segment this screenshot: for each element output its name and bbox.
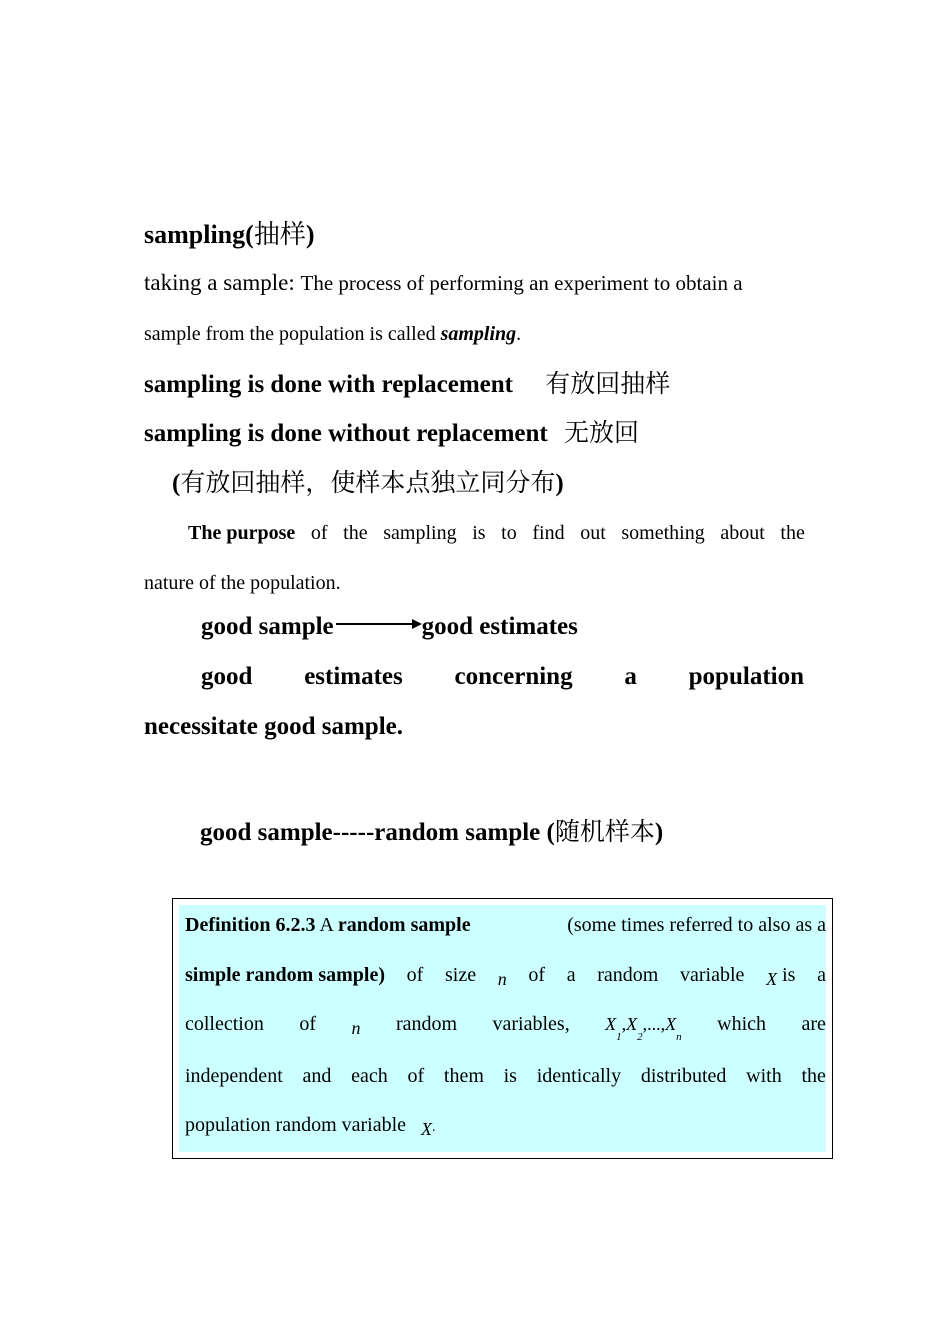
definition-word: variable bbox=[680, 964, 745, 986]
definition-word: with bbox=[746, 1065, 782, 1087]
purpose-word: of bbox=[310, 522, 328, 544]
definition-l1a: A bbox=[315, 914, 338, 936]
heading-cjk: 抽样 bbox=[253, 220, 306, 249]
definition-l5-text: population random variable bbox=[185, 1114, 407, 1136]
definition-word: identically bbox=[536, 1065, 622, 1087]
definition-word: are bbox=[801, 1013, 826, 1035]
definition-word: is bbox=[782, 964, 796, 986]
heading-text: sampling( bbox=[144, 220, 254, 249]
definition-word: the bbox=[801, 1065, 826, 1087]
purpose-word: about bbox=[720, 522, 765, 544]
estimates-word: estimates bbox=[304, 663, 403, 690]
definition-l1c: (some times referred to also as a bbox=[562, 914, 826, 936]
purpose-word: is bbox=[472, 522, 486, 544]
without-replacement-cjk: 无放回 bbox=[563, 420, 639, 447]
seq-xn: X bbox=[665, 1014, 677, 1034]
seq-dots: ,..., bbox=[642, 1014, 666, 1034]
definition-word: of bbox=[299, 1013, 316, 1035]
heading-close: ) bbox=[305, 220, 315, 249]
estimates-word: good bbox=[201, 663, 253, 690]
arrow-line bbox=[201, 613, 578, 641]
note-open: ( bbox=[172, 470, 181, 497]
definition-word: a bbox=[566, 964, 576, 986]
purpose-word: something bbox=[621, 522, 705, 544]
random-close: ) bbox=[654, 819, 664, 846]
taking-line-1 bbox=[144, 270, 743, 296]
definition-word: and bbox=[302, 1065, 332, 1087]
taking-rest: The process of performing an experiment to obtain a bbox=[300, 271, 743, 295]
with-replacement-line bbox=[144, 364, 670, 400]
definition-word: each bbox=[351, 1065, 388, 1087]
definition-l5-end: . bbox=[432, 1120, 436, 1135]
definition-word: distributed bbox=[640, 1065, 727, 1087]
seq-sub1: 1 bbox=[616, 1031, 622, 1043]
random-cjk: 随机样本 bbox=[554, 819, 655, 846]
sample-sequence bbox=[605, 1014, 682, 1043]
section-heading bbox=[144, 214, 315, 251]
variable-x: X bbox=[766, 969, 778, 989]
with-replacement-en: sampling is done with replacement bbox=[144, 371, 513, 398]
right-arrow-icon bbox=[336, 623, 420, 625]
with-replacement-cjk: 有放回抽样 bbox=[545, 371, 671, 398]
replacement-note bbox=[172, 463, 564, 499]
seq-x2: X bbox=[626, 1014, 638, 1034]
definition-word: them bbox=[443, 1065, 484, 1087]
definition-line-5 bbox=[185, 1114, 826, 1137]
definition-line-3 bbox=[185, 1013, 826, 1043]
seq-sep: , bbox=[621, 1014, 627, 1034]
taking-line-2 bbox=[144, 323, 521, 346]
estimates-line-2: necessitate good sample. bbox=[144, 713, 403, 740]
without-replacement-line bbox=[144, 413, 639, 449]
taking-line2-post: . bbox=[516, 323, 522, 345]
estimates-line-1 bbox=[201, 663, 804, 691]
variable-n: n bbox=[351, 1018, 361, 1038]
definition-word: variables, bbox=[492, 1013, 570, 1035]
note-close: ) bbox=[555, 470, 564, 497]
random-en: good sample-----random sample ( bbox=[200, 819, 555, 846]
variable-n: n bbox=[497, 969, 507, 989]
taking-line2-em: sampling bbox=[440, 323, 517, 345]
purpose-word: to bbox=[501, 522, 517, 544]
seq-x1: X bbox=[605, 1014, 617, 1034]
definition-word: size bbox=[444, 964, 477, 986]
random-sample-line bbox=[200, 812, 663, 848]
definition-line-1 bbox=[185, 914, 826, 937]
definition-word: which bbox=[717, 1013, 767, 1035]
definition-l2-bold: simple random sample) bbox=[185, 964, 385, 986]
seq-sub2: 2 bbox=[637, 1031, 643, 1043]
definition-word: is bbox=[503, 1065, 517, 1087]
purpose-word: sampling bbox=[383, 522, 457, 544]
without-replacement-en: sampling is done without replacement bbox=[144, 420, 548, 447]
variable-x: X bbox=[421, 1119, 433, 1139]
estimates-word: population bbox=[688, 663, 804, 690]
estimates-word: concerning bbox=[454, 663, 573, 690]
definition-word: of bbox=[406, 964, 424, 986]
definition-word: of bbox=[528, 964, 546, 986]
note-cjk: 有放回抽样，使样本点独立同分布 bbox=[180, 470, 556, 497]
definition-word: random bbox=[395, 1013, 458, 1035]
definition-line-4 bbox=[185, 1065, 826, 1088]
purpose-word: the bbox=[780, 522, 805, 544]
purpose-line-2: nature of the population. bbox=[144, 572, 341, 594]
definition-word: a bbox=[817, 964, 826, 986]
purpose-word: find bbox=[532, 522, 565, 544]
arrow-right: good estimates bbox=[421, 613, 578, 640]
purpose-word: out bbox=[580, 522, 606, 544]
taking-line2-pre: sample from the population is called bbox=[144, 323, 441, 345]
definition-term: random sample bbox=[337, 914, 471, 936]
taking-lead: taking a sample: bbox=[144, 270, 301, 295]
arrow-left: good sample bbox=[201, 613, 334, 640]
purpose-bold: The purpose bbox=[188, 522, 296, 544]
definition-line-2 bbox=[185, 964, 826, 987]
estimates-word: a bbox=[624, 663, 637, 690]
purpose-line-1 bbox=[188, 522, 805, 545]
purpose-word: the bbox=[343, 522, 368, 544]
definition-word: of bbox=[407, 1065, 425, 1087]
definition-box bbox=[172, 898, 833, 1159]
definition-word: random bbox=[597, 964, 659, 986]
definition-word: collection bbox=[185, 1013, 264, 1035]
definition-label: Definition 6.2.3 bbox=[185, 914, 316, 936]
definition-word: independent bbox=[185, 1065, 283, 1087]
seq-subn: n bbox=[676, 1031, 682, 1043]
